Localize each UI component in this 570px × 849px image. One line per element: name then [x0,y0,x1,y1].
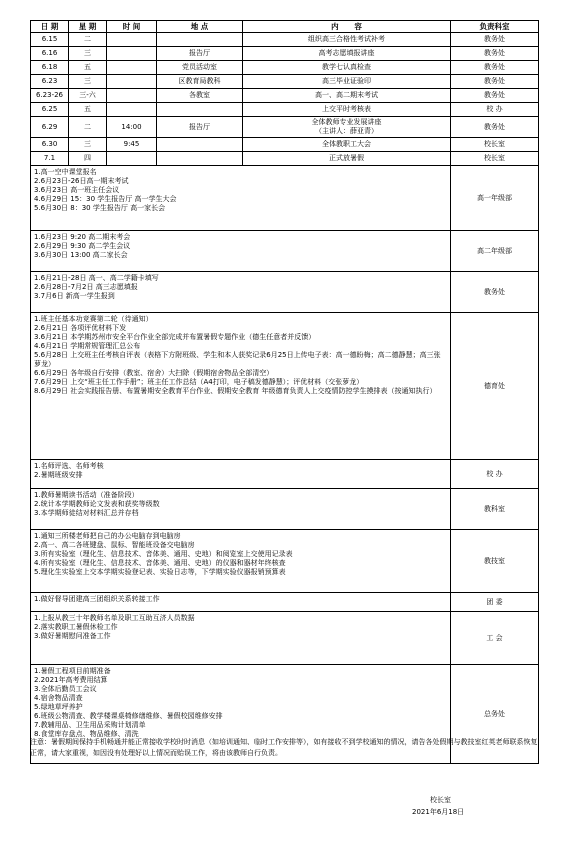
schedule-place-cell: 报告厅 [157,117,243,138]
schedule-date-cell: 6.15 [31,33,69,47]
schedule-time-cell: 9:45 [107,138,157,152]
schedule-content-cell: 全体教职工大会 [243,138,451,152]
schedule-sheet [30,20,538,764]
schedule-dept-cell: 教务处 [451,117,539,138]
header-time: 时 间 [107,21,157,33]
block-dept: 教务处 [451,272,539,313]
schedule-row [31,75,539,89]
schedule-content-cell: 高三毕业证验印 [243,75,451,89]
department-block [31,231,539,272]
schedule-time-cell [107,75,157,89]
department-block [31,612,539,665]
schedule-time-cell [107,47,157,61]
schedule-place-cell: 党员活动室 [157,61,243,75]
schedule-dept-cell: 教务处 [451,47,539,61]
department-block [31,489,539,530]
header-week: 星 期 [69,21,107,33]
department-block [31,460,539,489]
schedule-dept-cell: 校长室 [451,152,539,166]
block-text: 1.6月21日-28日 高一、高二学籍卡填写 2.6月28日-7月2日 高三志愿填报 3.7月6日 新高一学生报到 [31,272,451,313]
block-dept: 教技室 [451,530,539,593]
block-text: 1.6月23日 9:20 高二期末考会 2.6月29日 9:30 高二学生会议 3.6月30日 13:00 高二家长会 [31,231,451,272]
schedule-row [31,47,539,61]
block-dept: 德育处 [451,313,539,460]
schedule-week-cell: 二 [69,33,107,47]
header-date: 日 期 [31,21,69,33]
schedule-content-cell: 全体教师专业发展讲座 （主讲人：薛亚青） [243,117,451,138]
block-dept: 高二年级部 [451,231,539,272]
department-block [31,530,539,593]
department-block [31,593,539,612]
schedule-date-cell: 6.18 [31,61,69,75]
header-place: 地 点 [157,21,243,33]
schedule-row [31,61,539,75]
header-row [31,21,539,33]
schedule-week-cell: 五 [69,103,107,117]
schedule-row [31,33,539,47]
block-dept: 团 委 [451,593,539,612]
block-dept: 教科室 [451,489,539,530]
schedule-place-cell: 报告厅 [157,47,243,61]
block-text: 1.上报从教三十年教师名单及职工互助互济人员数据 2.落实教职工暑假休检工作 3.做好暑期慰问准备工作 [31,612,451,665]
block-dept: 高一年级部 [451,166,539,231]
schedule-row [31,138,539,152]
header-dept: 负责科室 [451,21,539,33]
block-dept: 总务处 [451,665,539,764]
signature-org: 校长室 [430,796,451,804]
block-text: 1.暑假工程项目前期准备 2.2021年高考费用结算 3.全体后勤员工会议 4.宿舍物品清查 5.绿地草坪养护 6.班级公物清查、教学楼课桌椅修缮维修、暑假校园维修安排 7.教辅用品、卫生用品采购计划清单 8.食堂库存盘点、物品维修、清洗 [31,665,451,764]
schedule-dept-cell: 教务处 [451,75,539,89]
schedule-content-cell: 高考志愿填报讲座 [243,47,451,61]
department-block [31,272,539,313]
schedule-time-cell [107,89,157,103]
schedule-dept-cell: 校 办 [451,103,539,117]
schedule-week-cell: 三 [69,75,107,89]
schedule-content-cell: 正式放暑假 [243,152,451,166]
block-text: 1.班主任基本功竞赛第二轮（待通知） 2.6月21日 各项评优材料下发 3.6月21日 本学期苏州市安全平台作业全部完成并布置暑假专题作业（德生任意者并反馈） 4.6月21日 学期常规管理汇总公布 5.6月28日 上交班主任考核自评表（表格下方附班级、学生和本人获奖记录6月25日上传电子表：高一德盼梅；高二德静慧；高三张萝龙） 6.6月29日 各年级自行安排（教室、宿舍）大扫除（假期宿舍物品全部清空） 7.6月29日 上交“班主任工作手册”；班主任工作总结（A4打印，电子稿发德静慧）；评优材料（交张萝龙） 8.6月29日 社会实践报告册、布置暑期安全教育平台作业、假期安全教育 年级德育负责人上交疫情防控学生摸排表（按通知执行） [31,313,451,460]
schedule-date-cell: 6.30 [31,138,69,152]
schedule-week-cell: 三 [69,138,107,152]
schedule-row [31,117,539,138]
schedule-place-cell [157,33,243,47]
schedule-week-cell: 四 [69,152,107,166]
schedule-row [31,103,539,117]
block-dept: 工 会 [451,612,539,665]
footer-note: 注意：暑假期间保持手机畅通并能正常接收学校时时消息（如培训通知、临时工作安排等），如有接收不到学校通知的情况，请告各处假期与教技室红英老师联系恢复正常，请大家重视，如因没有处理好以上情况而贻误工作，将由该教师自行负责。 [30,738,538,757]
block-text: 1.做好督导团建高三团组织关系转接工作 [31,593,451,612]
schedule-content-cell: 高一、高二期末考试 [243,89,451,103]
schedule-week-cell: 二 [69,117,107,138]
schedule-date-cell: 6.23 [31,75,69,89]
schedule-place-cell [157,138,243,152]
schedule-time-cell [107,61,157,75]
department-block [31,166,539,231]
block-text: 1.通知三所楼老师把自己的办公电脑存到电脑房 2.高一、高二各班键盘、鼠标、智能班设备交电脑房 3.所有实验室（理化生、信息技术、音体美、通用、史地）和阅览室上交使用记录表 4.所有实验室（理化生、信息技术、音体美、通用、史地）的仪器和器材年终核查 5.理化生实验室上交本学期实验登记表、实验日志等，下学期实验仪器报销预算表 [31,530,451,593]
schedule-dept-cell: 教务处 [451,61,539,75]
signature-date: 2021年6月18日 [412,808,465,816]
block-text: 1.高一空中课堂报名 2.6月23日-26日高一期末考试 3.6月23日 高一班主任会议 4.6月29日 15：30 学生报告厅 高一学生大会 5.6月30日 8：30 学生报告厅 高一家长会 [31,166,451,231]
schedule-dept-cell: 教务处 [451,33,539,47]
schedule-place-cell [157,103,243,117]
schedule-time-cell [107,33,157,47]
schedule-week-cell: 三 [69,47,107,61]
schedule-place-cell: 各教室 [157,89,243,103]
schedule-date-cell: 7.1 [31,152,69,166]
schedule-date-cell: 6.16 [31,47,69,61]
header-content: 内 容 [243,21,451,33]
schedule-time-cell [107,103,157,117]
schedule-place-cell: 区教育局教科 [157,75,243,89]
schedule-row [31,152,539,166]
schedule-date-cell: 6.25 [31,103,69,117]
block-text: 1.名师评选、名师考核 2.暑期班级安排 [31,460,451,489]
schedule-time-cell [107,152,157,166]
schedule-date-cell: 6.29 [31,117,69,138]
block-dept: 校 办 [451,460,539,489]
schedule-dept-cell: 校长室 [451,138,539,152]
schedule-content-cell: 上交平时考核表 [243,103,451,117]
block-text: 1.教师暑期读书活动（准备阶段） 2.统计本学期教师论文发表和获奖等级数 3.本学期师徒结对材料汇总并存档 [31,489,451,530]
schedule-date-cell: 6.23-26 [31,89,69,103]
schedule-table [30,20,539,764]
schedule-week-cell: 五 [69,61,107,75]
schedule-content-cell: 教学七认真检查 [243,61,451,75]
department-block [31,313,539,460]
schedule-dept-cell: 教务处 [451,89,539,103]
schedule-content-cell: 组织高三合格性考试补考 [243,33,451,47]
schedule-place-cell [157,152,243,166]
schedule-time-cell: 14:00 [107,117,157,138]
schedule-row [31,89,539,103]
schedule-week-cell: 三-六 [69,89,107,103]
